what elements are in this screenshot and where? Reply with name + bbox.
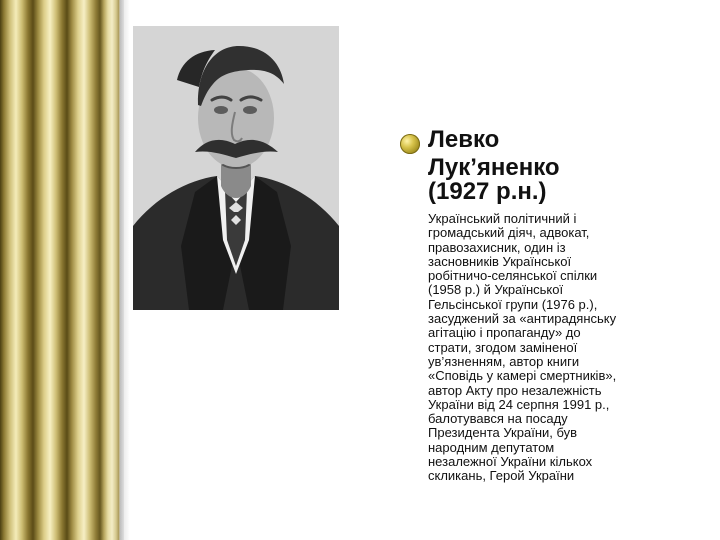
gold-curtain-decoration [0,0,124,540]
curtain-shadow [120,0,130,540]
portrait-image [133,26,339,310]
bullet-icon [400,134,420,154]
portrait-photo [133,26,339,310]
person-name: Левко Лук’яненко [428,126,560,181]
birth-year: (1927 р.н.) [428,178,547,205]
biography-text: Український політичний і громадський діяч, адвокат, правозахисник, один із засновників Української робітничо-селянської спілки (1958 р.) й Української Гельсінської групи (1976 р.), засуджений за «антирадянську агітацію і пропаганду» до страти, згодом заміненої ув’язненням, автор книги «Сповідь у камері смертників», автор Акту про незалежність України від 24 серпня 1991 р., балотувався на посаду Президента України, був народним депутатом незалежної України кількох скликань, Герой України [428,211,617,484]
